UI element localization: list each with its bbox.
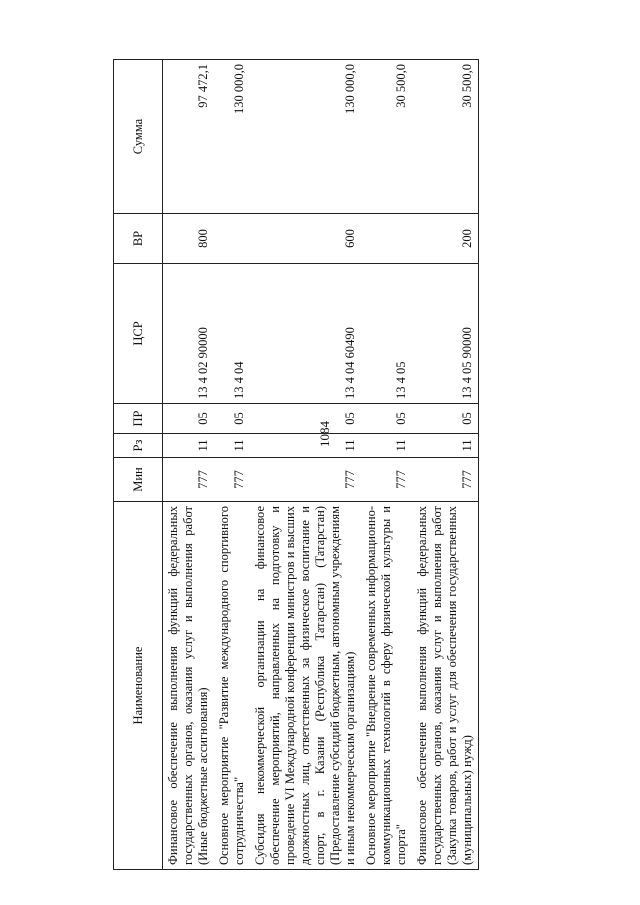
- row-csr: 13 4 02 90000: [163, 264, 215, 404]
- row-min: 777: [163, 458, 215, 502]
- row-rz: 11: [163, 434, 215, 458]
- row-min: 777: [250, 458, 361, 502]
- rotated-table-sheet: [113, 60, 523, 870]
- header-csr: ЦСР: [114, 264, 163, 404]
- row-pr: 05: [163, 404, 215, 434]
- row-name: Основное мероприятие "Внедрение современных информационно-коммуникационных технологий в сферу физической культуры и спорта": [361, 502, 412, 870]
- row-sum: 30 500,0: [412, 60, 479, 214]
- header-rz: Рз: [114, 434, 163, 458]
- row-rz: 11: [214, 434, 250, 458]
- row-name: Субсидия некоммерческой организации на финансовое обеспечение мероприятий, направленных на подготовку и проведение VI Международной конференции министров и высших должностных лиц, ответственных за физическое воспитание и спорт, в г. Казани (Республика Татарстан) (Татарстан) (Предоставление субсидий бюджетным, автономным учреждениям и иным некоммерческим организациям): [250, 502, 361, 870]
- row-pr: 05: [412, 404, 479, 434]
- table-row: [412, 60, 479, 870]
- row-csr: 13 4 04 60490: [250, 264, 361, 404]
- table-body: [163, 60, 479, 870]
- row-name: Основное мероприятие "Развитие международного спортивного сотрудничества": [214, 502, 250, 870]
- header-row: [114, 60, 163, 870]
- row-rz: 11: [250, 434, 361, 458]
- row-rz: 11: [412, 434, 479, 458]
- table-row: [250, 60, 361, 870]
- row-sum: 130 000,0: [250, 60, 361, 214]
- row-vr: [361, 214, 412, 264]
- row-csr: 13 4 04: [214, 264, 250, 404]
- header-vr: ВР: [114, 214, 163, 264]
- row-name: Финансовое обеспечение выполнения функций федеральных государственных органов, оказания услуг и выполнения работ (Закупка товаров, работ и услуг для обеспечения государственных (муниципальных) нужд): [412, 502, 479, 870]
- header-min: Мин: [114, 458, 163, 502]
- row-vr: [214, 214, 250, 264]
- budget-table: [113, 59, 479, 870]
- table-row: [214, 60, 250, 870]
- row-sum: 97 472,1: [163, 60, 215, 214]
- table-rotation-frame: [113, 60, 523, 870]
- table-row: [361, 60, 412, 870]
- table-row: [163, 60, 215, 870]
- row-min: 777: [361, 458, 412, 502]
- header-name: Наименование: [114, 502, 163, 870]
- row-sum: 130 000,0: [214, 60, 250, 214]
- row-rz: 11: [361, 434, 412, 458]
- header-sum: Сумма: [114, 60, 163, 214]
- table-header: [114, 60, 163, 870]
- row-name: Финансовое обеспечение выполнения функций федеральных государственных органов, оказания услуг и выполнения работ (Иные бюджетные ассигнования): [163, 502, 215, 870]
- row-vr: 200: [412, 214, 479, 264]
- row-pr: 05: [250, 404, 361, 434]
- row-csr: 13 4 05 90000: [412, 264, 479, 404]
- row-vr: 800: [163, 214, 215, 264]
- row-pr: 05: [361, 404, 412, 434]
- row-min: 777: [412, 458, 479, 502]
- row-min: 777: [214, 458, 250, 502]
- row-sum: 30 500,0: [361, 60, 412, 214]
- page-number: 1084: [317, 421, 332, 447]
- header-pr: ПР: [114, 404, 163, 434]
- row-vr: 600: [250, 214, 361, 264]
- row-pr: 05: [214, 404, 250, 434]
- row-csr: 13 4 05: [361, 264, 412, 404]
